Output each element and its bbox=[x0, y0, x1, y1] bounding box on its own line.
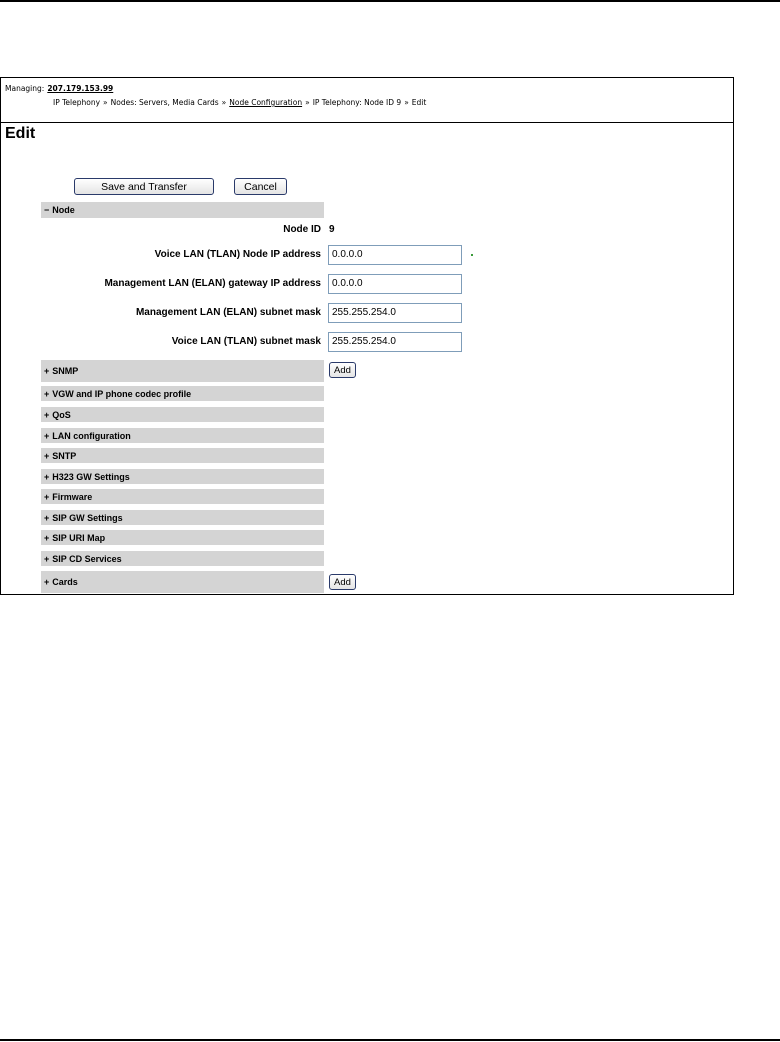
expand-icon: + bbox=[44, 430, 50, 441]
tlan-subnet-mask-label: Voice LAN (TLAN) subnet mask bbox=[171, 336, 321, 347]
section-codec-profile-label: VGW and IP phone codec profile bbox=[52, 388, 192, 399]
section-sntp-header[interactable] bbox=[41, 448, 324, 463]
tlan-node-ip-label: Voice LAN (TLAN) Node IP address bbox=[154, 249, 321, 260]
section-h323-gw-settings-label: H323 GW Settings bbox=[52, 471, 130, 482]
section-lan-configuration-label: LAN configuration bbox=[52, 430, 131, 441]
breadcrumb-edit: Edit bbox=[411, 98, 427, 107]
section-sip-cd-services-header[interactable] bbox=[41, 551, 324, 566]
section-snmp-label: SNMP bbox=[52, 366, 79, 376]
expand-icon: + bbox=[44, 409, 50, 420]
elan-subnet-mask-label: Management LAN (ELAN) subnet mask bbox=[135, 307, 321, 318]
section-snmp-header[interactable] bbox=[41, 360, 324, 382]
breadcrumb-ip-telephony: IP Telephony bbox=[53, 98, 101, 107]
snmp-add-button[interactable]: Add bbox=[329, 362, 356, 378]
section-qos-label: QoS bbox=[52, 409, 71, 420]
breadcrumb bbox=[53, 98, 426, 107]
section-sip-uri-map-header[interactable] bbox=[41, 530, 324, 545]
cards-add-button[interactable]: Add bbox=[329, 574, 356, 590]
section-firmware-label: Firmware bbox=[52, 491, 93, 502]
breadcrumb-separator: » bbox=[404, 98, 409, 107]
breadcrumb-separator: » bbox=[221, 98, 227, 107]
section-firmware-header[interactable] bbox=[41, 489, 324, 504]
section-sip-gw-settings-header[interactable] bbox=[41, 510, 324, 525]
expand-icon: + bbox=[44, 388, 50, 399]
expand-icon: + bbox=[44, 512, 50, 523]
collapse-icon: − bbox=[44, 205, 50, 215]
required-marker bbox=[471, 254, 473, 256]
elan-subnet-mask-input[interactable]: 255.255.254.0 bbox=[328, 303, 462, 323]
expand-icon: + bbox=[44, 553, 50, 564]
expand-icon: + bbox=[44, 577, 50, 587]
section-sntp-label: SNTP bbox=[52, 450, 77, 461]
expand-icon: + bbox=[44, 366, 50, 376]
node-id-label: Node ID bbox=[283, 224, 321, 235]
expand-icon: + bbox=[44, 450, 50, 461]
section-h323-gw-settings-header[interactable] bbox=[41, 469, 324, 484]
section-node-label: Node bbox=[52, 205, 75, 215]
breadcrumb-node-id: IP Telephony: Node ID 9 bbox=[312, 98, 402, 107]
breadcrumb-separator: » bbox=[103, 98, 108, 107]
section-cards-label: Cards bbox=[52, 577, 78, 587]
edit-window bbox=[0, 77, 734, 595]
section-sip-cd-services-label: SIP CD Services bbox=[52, 553, 122, 564]
managing-line bbox=[5, 84, 113, 93]
section-sip-uri-map-label: SIP URI Map bbox=[52, 532, 106, 543]
breadcrumb-nodes: Nodes: Servers, Media Cards bbox=[110, 98, 219, 107]
page-bottom-rule bbox=[0, 1039, 780, 1041]
header-divider bbox=[1, 122, 733, 123]
breadcrumb-node-configuration-link[interactable]: Node Configuration bbox=[229, 98, 303, 107]
page-top-rule bbox=[0, 0, 780, 2]
expand-icon: + bbox=[44, 491, 50, 502]
section-cards-header[interactable] bbox=[41, 571, 324, 593]
managing-label: Managing: bbox=[5, 84, 45, 93]
section-node-header[interactable] bbox=[41, 202, 324, 218]
expand-icon: + bbox=[44, 471, 50, 482]
managing-ip-link[interactable]: 207.179.153.99 bbox=[47, 84, 114, 93]
section-lan-configuration-header[interactable] bbox=[41, 428, 324, 443]
section-qos-header[interactable] bbox=[41, 407, 324, 422]
expand-icon: + bbox=[44, 532, 50, 543]
save-and-transfer-button[interactable]: Save and Transfer bbox=[74, 178, 214, 195]
section-codec-profile-header[interactable] bbox=[41, 386, 324, 401]
tlan-node-ip-input[interactable]: 0.0.0.0 bbox=[328, 245, 462, 265]
node-id-value: 9 bbox=[329, 224, 335, 235]
section-sip-gw-settings-label: SIP GW Settings bbox=[52, 512, 123, 523]
cancel-button[interactable]: Cancel bbox=[234, 178, 287, 195]
breadcrumb-separator: » bbox=[305, 98, 310, 107]
tlan-subnet-mask-input[interactable]: 255.255.254.0 bbox=[328, 332, 462, 352]
page-title: Edit bbox=[5, 125, 36, 142]
elan-gateway-ip-input[interactable]: 0.0.0.0 bbox=[328, 274, 462, 294]
elan-gateway-ip-label: Management LAN (ELAN) gateway IP address bbox=[104, 278, 321, 289]
